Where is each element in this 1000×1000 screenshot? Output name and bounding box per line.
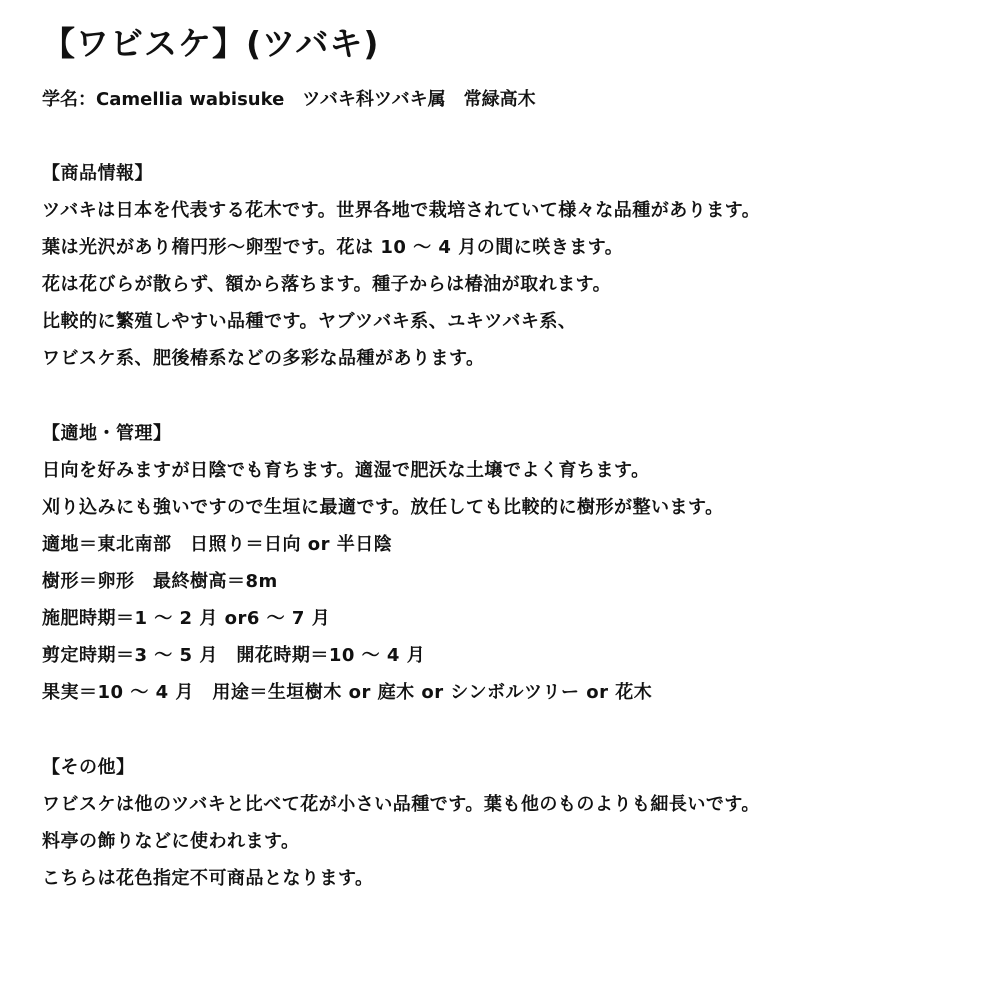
- site-care-section: [42, 415, 972, 711]
- text-line: 剪定時期＝3 ～ 5 月 開花時期＝10 ～ 4 月: [42, 645, 426, 666]
- text-line: 日向を好みますが日陰でも育ちます。適湿で肥沃な土壌でよく育ちます。: [42, 460, 650, 481]
- text-line: 葉は光沢があり楕円形～卵型です。花は 10 ～ 4 月の間に咲きます。: [42, 237, 624, 258]
- text-line: 適地＝東北南部 日照り＝日向 or 半日陰: [42, 534, 393, 555]
- text-line: 比較的に繁殖しやすい品種です。ヤブツバキ系、ユキツバキ系、: [42, 311, 577, 332]
- text-line: ツバキは日本を代表する花木です。世界各地で栽培されていて様々な品種があります。: [42, 200, 761, 221]
- text-line: こちらは花色指定不可商品となります。: [42, 868, 374, 889]
- page-title: 【ワビスケ】(ツバキ): [42, 24, 380, 63]
- section-heading: 【適地・管理】: [42, 423, 172, 444]
- text-line: 花は花びらが散らず、額から落ちます。種子からは椿油が取れます。: [42, 274, 612, 295]
- text-line: ワビスケ系、肥後椿系などの多彩な品種があります。: [42, 348, 485, 369]
- text-line: 施肥時期＝1 ～ 2 月 or6 ～ 7 月: [42, 608, 331, 629]
- section-heading: 【その他】: [42, 757, 135, 778]
- scientific-name-line: 学名：Camellia wabisuke ツバキ科ツバキ属 常緑高木: [42, 89, 536, 110]
- text-line: 果実＝10 ～ 4 月 用途＝生垣樹木 or 庭木 or シンボルツリー or 花木: [42, 682, 653, 703]
- text-line: 料亭の飾りなどに使われます。: [42, 831, 300, 852]
- product-info-section: [42, 155, 972, 377]
- text-line: ワビスケは他のツバキと比べて花が小さい品種です。葉も他のものよりも細長いです。: [42, 794, 760, 815]
- other-section: [42, 749, 972, 897]
- text-line: 刈り込みにも強いですので生垣に最適です。放任しても比較的に樹形が整います。: [42, 497, 724, 518]
- text-line: 樹形＝卵形 最終樹高＝8m: [42, 571, 278, 592]
- section-heading: 【商品情報】: [42, 163, 153, 184]
